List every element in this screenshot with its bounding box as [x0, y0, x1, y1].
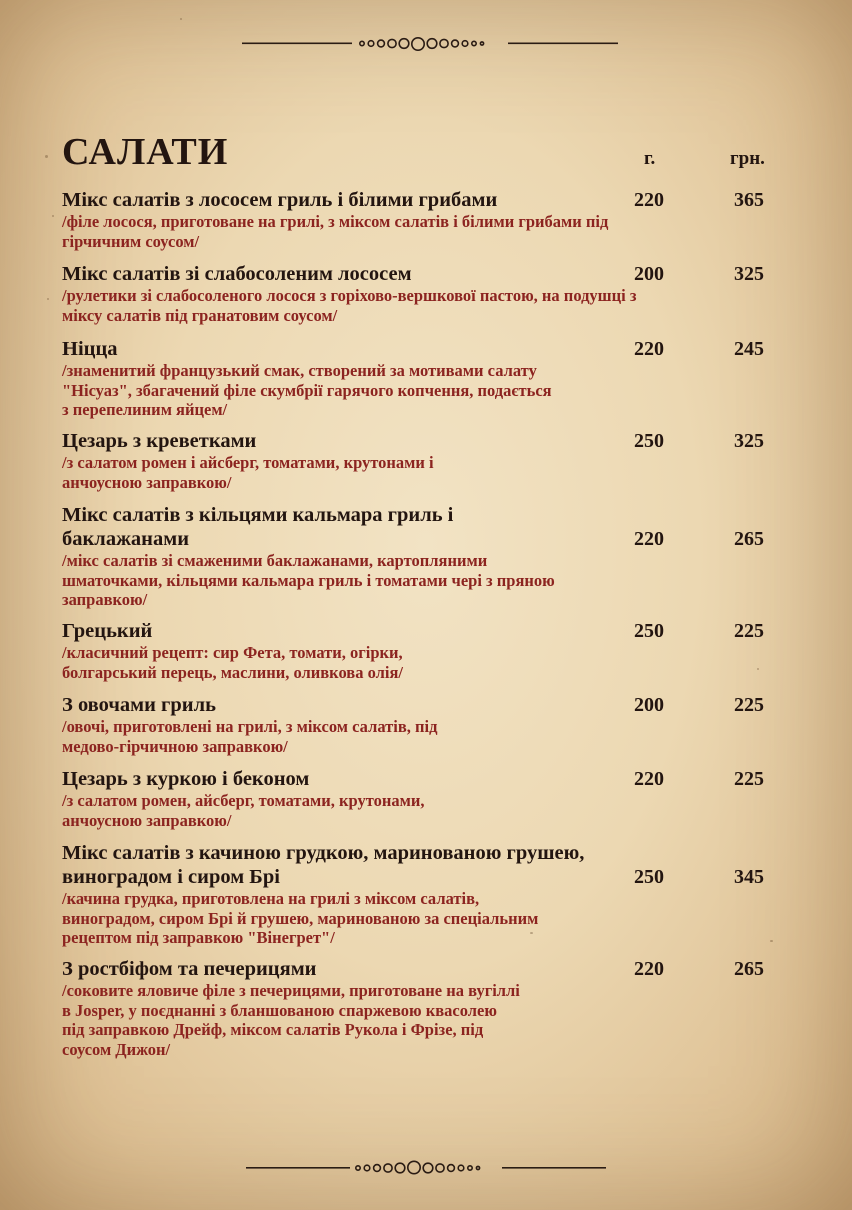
item-price: 325 [734, 263, 764, 285]
item-description: /рулетики зі слабосоленого лосося з горіхово-вершкової пастою, на подушці з міксу салатів під гранатовим соусом/ [62, 286, 637, 325]
menu-item [62, 767, 782, 830]
menu-item [62, 337, 782, 420]
price-column-header: грн. [730, 148, 765, 169]
item-price: 265 [734, 528, 764, 550]
item-weight: 200 [634, 263, 664, 285]
item-weight: 250 [634, 430, 664, 452]
item-name: Цезарь з куркою і беконом [62, 768, 310, 790]
item-description: /качина грудка, приготовлена на грилі з міксом салатів, виноградом, сиром Брі й грушею, маринованою за спеціальним рецептом під заправкою "Вінегрет"/ [62, 889, 539, 947]
menu-item [62, 957, 782, 1059]
item-description: /з салатом ромен, айсберг, томатами, крутонами, анчоусною заправкою/ [62, 791, 425, 830]
item-weight: 250 [634, 620, 664, 642]
item-name: Мікс салатів зі слабосоленим лососем [62, 263, 412, 285]
paper-speck [45, 155, 48, 158]
menu-item [62, 619, 782, 682]
item-name: З ростбіфом та печерицями [62, 958, 317, 980]
item-description: /з салатом ромен і айсберг, томатами, крутонами і анчоусною заправкою/ [62, 453, 434, 492]
menu-header [62, 130, 782, 178]
menu-item [62, 841, 782, 948]
weight-column-header: г. [644, 148, 656, 169]
item-weight: 220 [634, 768, 664, 790]
item-description: /класичний рецепт: сир Фета, томати, огірки, болгарський перець, маслини, оливкова олія/ [62, 643, 403, 682]
item-weight: 220 [634, 189, 664, 211]
item-price: 245 [734, 338, 764, 360]
section-title: САЛАТИ [62, 131, 229, 173]
item-name: Ніцца [62, 338, 118, 360]
paper-speck [180, 18, 182, 20]
item-name: З овочами гриль [62, 694, 216, 716]
item-weight: 200 [634, 694, 664, 716]
item-name: Мікс салатів з кільцями кальмара гриль і баклажанами [62, 504, 454, 550]
menu-item [62, 693, 782, 756]
menu-item [62, 188, 782, 251]
item-weight: 220 [634, 958, 664, 980]
bottom-ornament [240, 1160, 640, 1176]
item-price: 225 [734, 694, 764, 716]
item-name: Грецький [62, 620, 153, 642]
item-description: /філе лосося, приготоване на грилі, з міксом салатів і білими грибами під гірчичним соусом/ [62, 212, 609, 251]
item-price: 325 [734, 430, 764, 452]
item-weight: 220 [634, 338, 664, 360]
menu-item [62, 429, 782, 492]
item-description: /знаменитий французький смак, створений за мотивами салату "Нісуаз", збагачений філе скумбрії гарячого копчення, подається з перепелиним яйцем/ [62, 361, 552, 419]
item-name: Мікс салатів з лососем гриль і білими грибами [62, 189, 498, 211]
menu-item [62, 503, 782, 610]
top-ornament [230, 36, 630, 52]
item-price: 265 [734, 958, 764, 980]
item-description: /соковите яловиче філе з печерицями, приготоване на вугіллі в Josper, у поєднанні з бланшованою спаржевою квасолею під заправкою Дрейф, міксом салатів Рукола і Фрізе, під соусом Дижон/ [62, 981, 520, 1059]
paper-speck [52, 215, 54, 217]
item-weight: 220 [634, 528, 664, 550]
item-price: 345 [734, 866, 764, 888]
item-description: /мікс салатів зі смаженими баклажанами, картопляними шматочками, кільцями кальмара гриль і томатами чері з пряною заправкою/ [62, 551, 555, 609]
item-price: 225 [734, 768, 764, 790]
menu-item [62, 262, 782, 325]
item-description: /овочі, приготовлені на грилі, з міксом салатів, під медово-гірчичною заправкою/ [62, 717, 438, 756]
paper-speck [47, 298, 49, 300]
item-weight: 250 [634, 866, 664, 888]
item-name: Мікс салатів з качиною грудкою, маринованою грушею, виноградом і сиром Брі [62, 842, 585, 888]
item-price: 225 [734, 620, 764, 642]
item-price: 365 [734, 189, 764, 211]
item-name: Цезарь з креветками [62, 430, 257, 452]
